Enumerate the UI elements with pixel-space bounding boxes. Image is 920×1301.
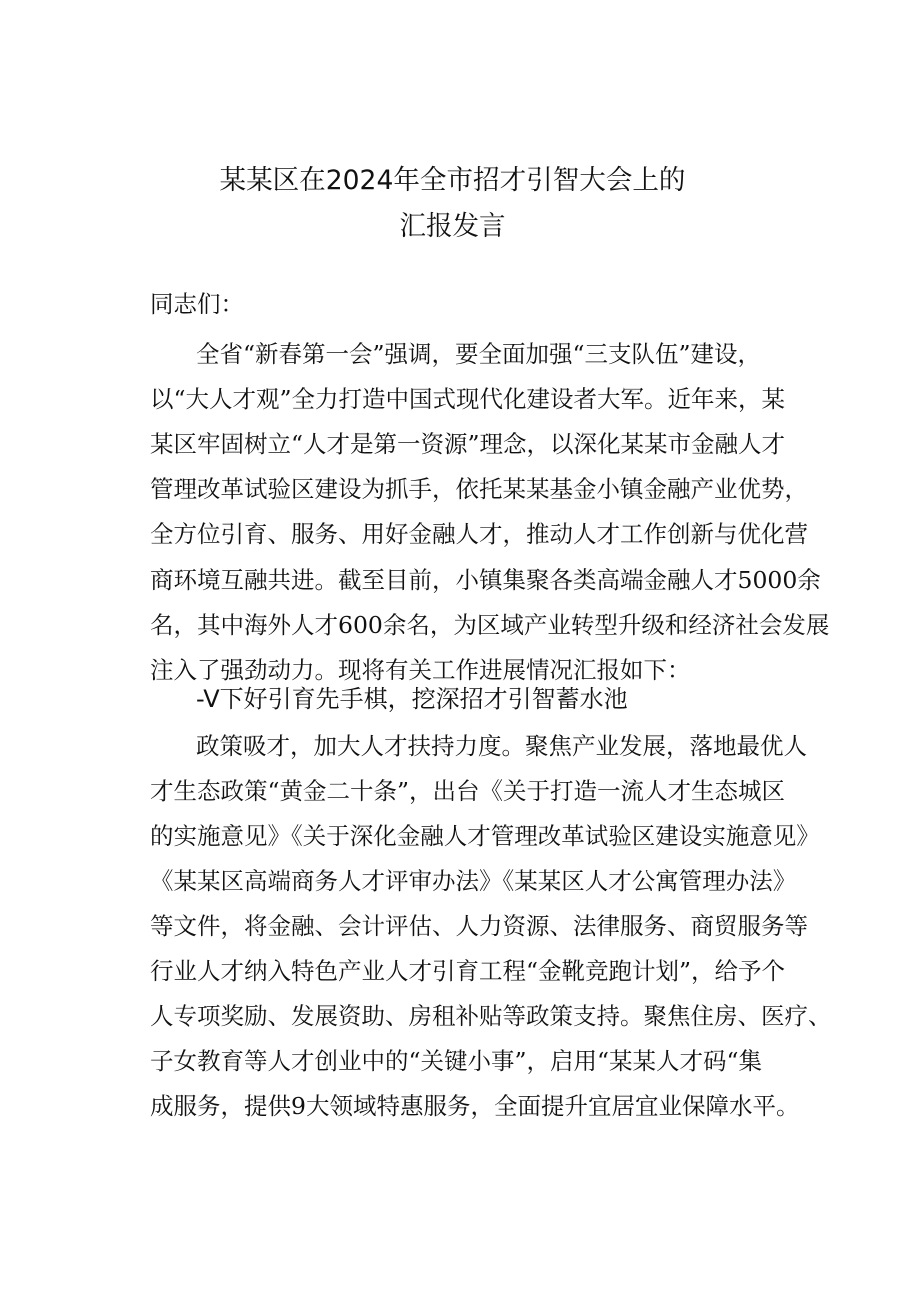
section-line: 政策吸才，加大人才扶持力度。聚焦产业发展，落地最优人: [196, 732, 807, 760]
intro-line: 商环境互融共进。截至目前，小镇集聚各类高端金融人才5000余: [150, 566, 821, 594]
document-title-line-1: 某某区在2024年全市招才引智大会上的: [219, 165, 686, 196]
intro-line: 某区牢固树立“人才是第一资源”理念，以深化某某市金融人才: [150, 430, 786, 458]
intro-line: 全方位引育、服务、用好金融人才，推动人才工作创新与优化营: [150, 520, 808, 548]
intro-line: 以“大人才观”全力打造中国式现代化建设者大军。近年来，某: [150, 385, 786, 413]
salutation: 同志们：: [150, 290, 244, 318]
intro-line: 注入了强劲动力。现将有关工作进展情况汇报如下：: [150, 656, 691, 684]
section-line: 等文件，将金融、会计评估、人力资源、法律服务、商贸服务等: [150, 912, 808, 940]
intro-line: 全省“新春第一会”强调，要全面加强“三支队伍”建设，: [196, 340, 762, 368]
section-line: 行业人才纳入特色产业人才引育工程“金靴竞跑计划”，给予个: [150, 957, 786, 985]
section-line: 人专项奖励、发展资助、房租补贴等政策支持。聚焦住房、医疗、: [150, 1002, 832, 1030]
section-line: 成服务，提供9大领域特惠服务，全面提升宜居宜业保障水平。: [150, 1092, 800, 1120]
document-title-line-2: 汇报发言: [399, 211, 506, 242]
intro-line: 管理改革试验区建设为抓手，依托某某基金小镇金融产业优势，: [150, 475, 808, 503]
intro-line: 名，其中海外人才600余名，为区域产业转型升级和经济社会发展: [150, 611, 830, 639]
section-line: 子女教育等人才创业中的“关键小事”，启用“某某人才码“集: [150, 1047, 763, 1075]
section-line: 才生态政策“黄金二十条”，出台《关于打造一流人才生态城区: [150, 777, 786, 805]
section-heading: -V下好引育先手棋，挖深招才引智蓄水池: [196, 685, 628, 713]
section-line: 《某某区高端商务人才评审办法》《某某区人才公寓管理办法》: [150, 867, 797, 895]
section-line: 的实施意见》《关于深化金融人才管理改革试验区建设实施意见》: [150, 822, 820, 850]
